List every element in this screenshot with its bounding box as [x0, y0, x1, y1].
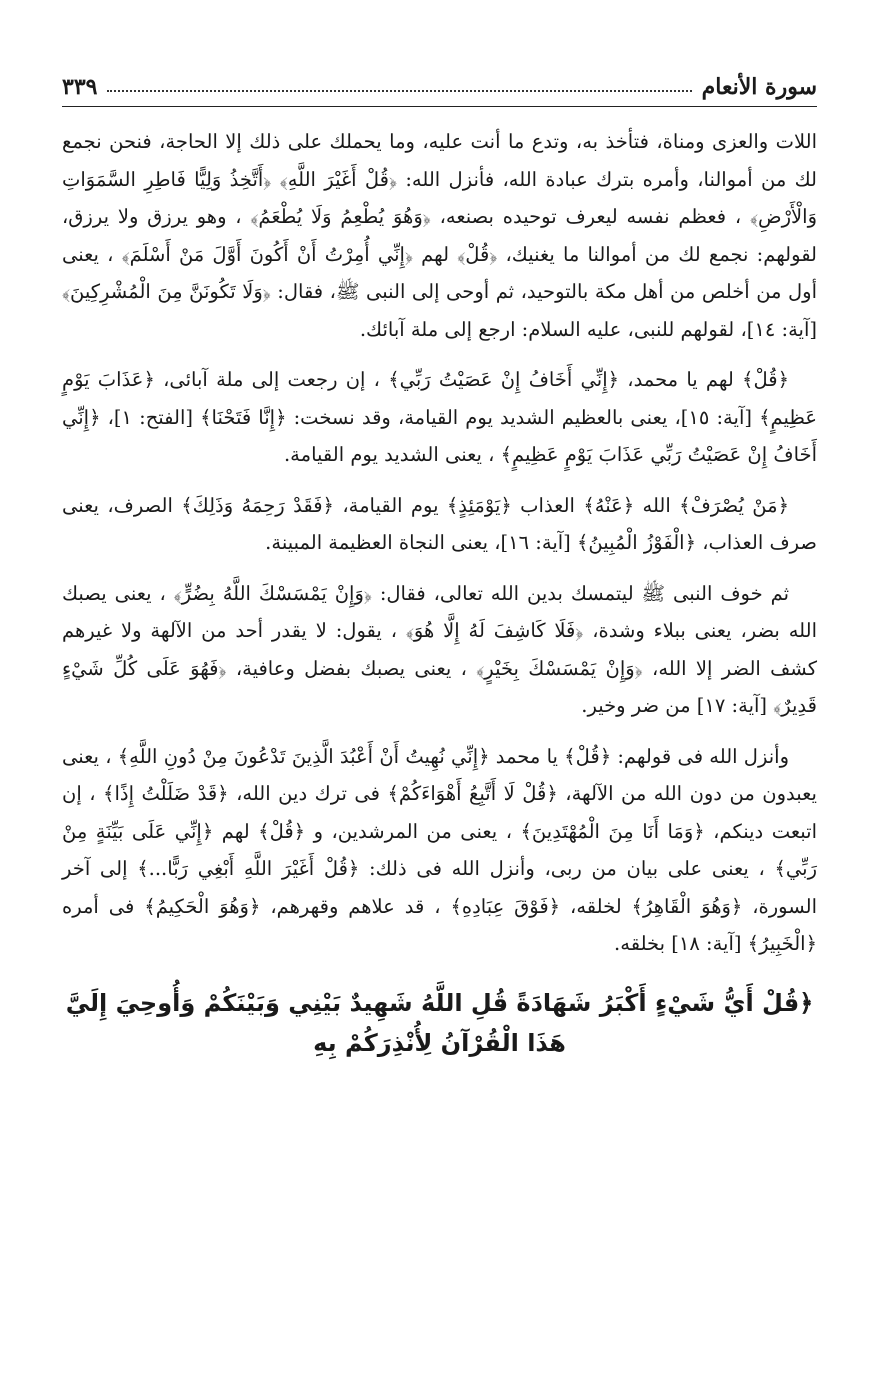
paragraph: اللات والعزى ومناة، فتأخذ به، وتدع ما أنت عليه، وما يحملك على ذلك إلا الحاجة، فنحن نجمع لك من أموالنا، وأمره بترك عبادة الله، فأنزل الله: ﴿قُلْ أَغَيْرَ اللَّهِ﴾ ﴿أَتَّخِذُ وَلِيًّا فَاطِرِ السَّمَوَاتِ وَالْأَرْضِ﴾ ، فعظم نفسه ليعرف توحيده بصنعه، ﴿وَهُوَ يُطْعِمُ وَلَا يُطْعَمُ﴾ ، وهو يرزق ولا يرزق، لقولهم: نجمع لك من أموالنا ما يغنيك، ﴿قُلْ﴾ لهم ﴿إِنِّي أُمِرْتُ أَنْ أَكُونَ أَوَّلَ مَنْ أَسْلَمَ﴾ ، يعنى أول من أخلص من أهل مكة بالتوحيد، ثم أوحى إلى النبى ﷺ، فقال: ﴿وَلَا تَكُونَنَّ مِنَ الْمُشْرِكِينَ﴾ [آية: ١٤]، لقولهم للنبى، عليه السلام: ارجع إلى ملة آبائك. — [62, 130, 817, 341]
surah-title: سورة الأنعام — [701, 74, 817, 100]
page-header — [62, 60, 817, 107]
paragraph: ثم خوف النبى ﷺ ليتمسك بدين الله تعالى، فقال: ﴿وَإِنْ يَمْسَسْكَ اللَّهُ بِضُرٍّ﴾ ، يعنى يصبك الله بضر، يعنى ببلاء وشدة، ﴿فَلَا كَاشِفَ لَهُ إِلَّا هُوَ﴾ ، يقول: لا يقدر أحد من الآلهة ولا غيرهم كشف الضر إلا الله، ﴿وَإِنْ يَمْسَسْكَ بِخَيْرٍ﴾ ، يعنى يصبك بفضل وعافية، ﴿فَهُوَ عَلَى كُلِّ شَيْءٍ قَدِيرٌ﴾ [آية: ١٧] من ضر وخير. — [62, 581, 817, 717]
book-page — [62, 60, 817, 1374]
paragraph: ﴿قُلْ﴾ لهم يا محمد، ﴿إِنِّي أَخَافُ إِنْ عَصَيْتُ رَبِّي﴾ ، إن رجعت إلى ملة آبائى، ﴿عَذَابَ يَوْمٍ عَظِيمٍ﴾ [آية: ١٥]، يعنى بالعظيم الشديد يوم القيامة، وقد نسخت: ﴿إِنَّا فَتَحْنَا﴾ [الفتح: ١]، ﴿إِنِّي أَخَافُ إِنْ عَصَيْتُ رَبِّي عَذَابَ يَوْمٍ عَظِيمٍ﴾ ، يعنى الشديد يوم القيامة. — [62, 368, 817, 466]
header-dot-leader — [107, 89, 691, 92]
paragraph: وأنزل الله فى قولهم: ﴿قُلْ﴾ يا محمد ﴿إِنِّي نُهِيتُ أَنْ أَعْبُدَ الَّذِينَ تَدْعُونَ مِنْ دُونِ اللَّهِ﴾ ، يعنى يعبدون من دون الله من الآلهة، ﴿قُلْ لَا أَتَّبِعُ أَهْوَاءَكُمْ﴾ فى ترك دين الله، ﴿قَدْ ضَلَلْتُ إِذًا﴾ ، إن اتبعت دينكم، ﴿وَمَا أَنَا مِنَ الْمُهْتَدِينَ﴾ ، يعنى من المرشدين، و ﴿قُلْ﴾ لهم ﴿إِنِّي عَلَى بَيِّنَةٍ مِنْ رَبِّي﴾ ، يعنى على بيان من ربى، وأنزل الله فى ذلك: ﴿قُلْ أَغَيْرَ اللَّهِ أَبْغِي رَبًّا...﴾ إلى آخر السورة، ﴿وَهُوَ الْقَاهِرُ﴾ لخلقه، ﴿فَوْقَ عِبَادِهِ﴾ ، قد علاهم وقهرهم، ﴿وَهُوَ الْحَكِيمُ﴾ فى أمره ﴿الْخَبِيرُ﴾ [آية: ١٨] بخلقه. — [62, 744, 817, 955]
page-number: ٣٣٩ — [62, 74, 98, 100]
paragraph: ﴿مَنْ يُصْرَفْ﴾ الله ﴿عَنْهُ﴾ العذاب ﴿يَوْمَئِذٍ﴾ يوم القيامة، ﴿فَقَدْ رَحِمَهُ وَذَلِكَ﴾ الصرف، يعنى صرف العذاب، ﴿الْفَوْزُ الْمُبِينُ﴾ [آية: ١٦]، يعنى النجاة العظيمة المبينة. — [62, 493, 817, 554]
closing-verse: ﴿قُلْ أَيُّ شَيْءٍ أَكْبَرُ شَهَادَةً قُلِ اللَّهُ شَهِيدٌ بَيْنِي وَبَيْنَكُمْ وَأُوحِيَ إِلَيَّ هَذَا الْقُرْآنُ لِأُنْذِرَكُمْ بِهِ — [65, 988, 814, 1057]
page-body — [62, 123, 817, 963]
